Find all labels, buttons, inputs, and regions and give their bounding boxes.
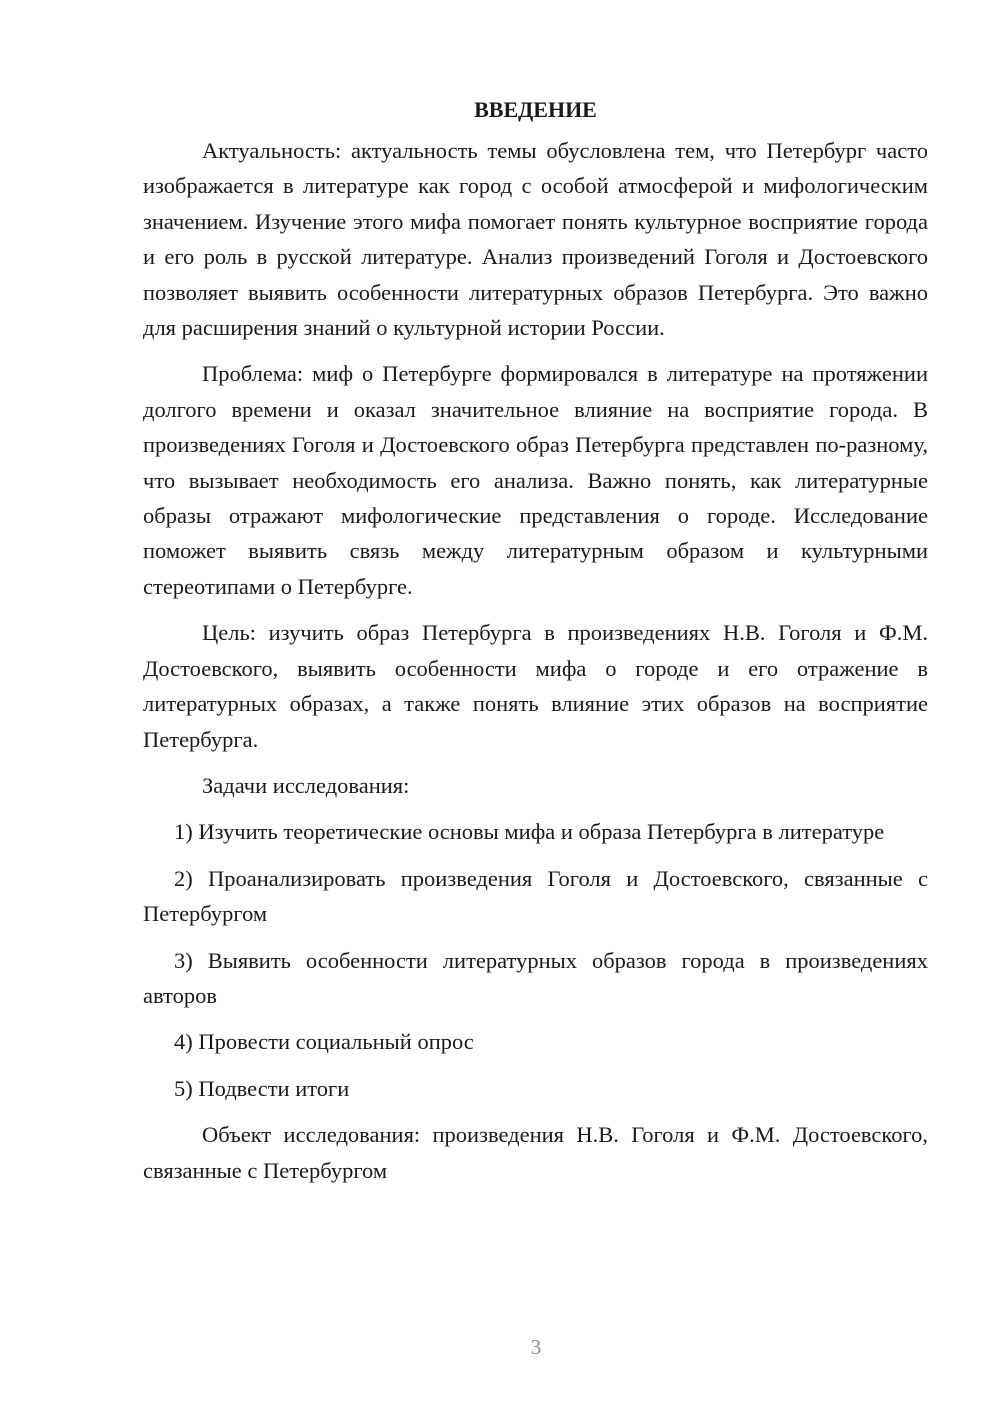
task-item-5: 5) Подвести итоги [174,1075,350,1101]
tasks-heading: Задачи исследования: [202,772,410,798]
page-number: 3 [530,1335,542,1359]
task-item-2: 2) Проанализировать произведения Гоголя и Достоевского, связанные с Петербургом [143,865,928,927]
task-item-1: 1) Изучить теоретические основы мифа и образа Петербурга в литературе [174,819,885,845]
paragraph-object: Объект исследования: произведения Н.В. Гоголя и Ф.М. Достоевского, связанные с Петербургом [143,1122,928,1183]
page-content [143,92,928,1188]
task-item-3: 3) Выявить особенности литературных образов города в произведениях авторов [143,947,928,1008]
paragraph-relevance: Актуальность: актуальность темы обусловлена тем, что Петербург часто изображается в литературе как город с особой атмосферой и мифологическим значением. Изучение этого мифа помогает понять культурное восприятие города и его роль в русской литературе. Анализ произведений Гоголя и Достоевского позволяет выявить особенности литературных образов Петербурга. Это важно для расширения знаний о культурной истории России. [143,138,928,341]
paragraph-problem: Проблема: миф о Петербурге формировался в литературе на протяжении долгого времени и оказал значительное влияние на восприятие города. В произведениях Гоголя и Достоевского образ Петербурга представлен по-разному, что вызывает необходимость его анализа. Важно понять, как литературные образы отражают мифологические представления о городе. Исследование поможет выявить связь между литературным образом и культурными стереотипами о Петербурге. [143,361,928,599]
paragraph-goal: Цель: изучить образ Петербурга в произведениях Н.В. Гоголя и Ф.М. Достоевского, выявить особенности мифа о городе и его отражение в литературных образах, а также понять влияние этих образов на восприятие Петербурга. [143,620,928,752]
section-title: ВВЕДЕНИЕ [474,97,597,122]
task-item-4: 4) Провести социальный опрос [174,1029,474,1055]
